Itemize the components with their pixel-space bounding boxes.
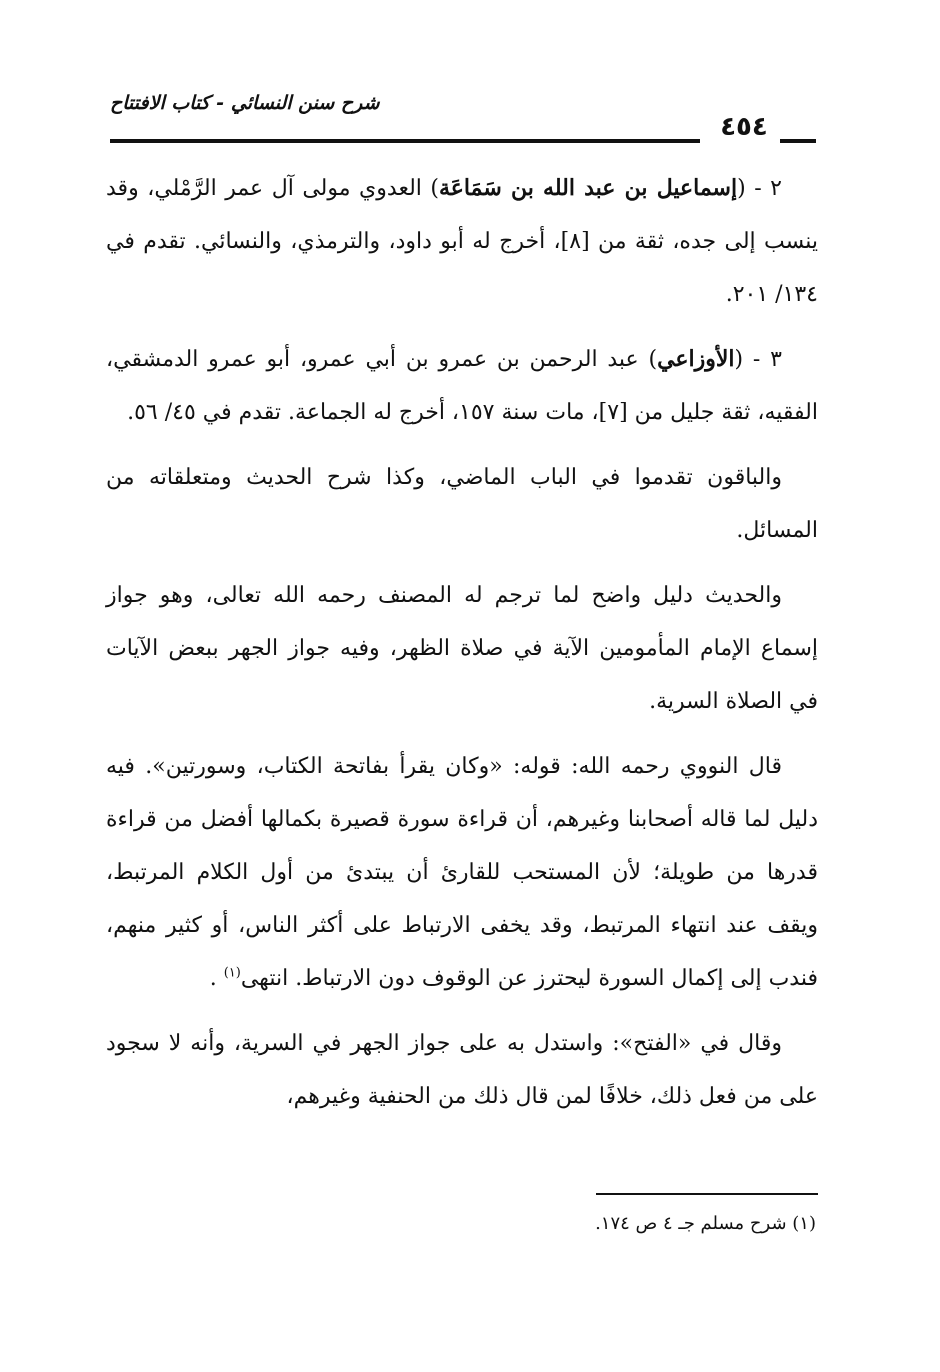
header-rule: [110, 139, 700, 143]
header-rule-short: [780, 139, 816, 143]
paragraph-lead: ٢ - (: [737, 176, 782, 201]
paragraph-hadith-evidence: والحديث دليل واضح لما ترجم له المصنف رحمه الله تعالى، وهو جواز إسماع الإمام المأمومين الآية في صلاة الظهر، وفيه جواز الجهر ببعض الآيات في الصلاة السرية.: [106, 583, 818, 714]
paragraph-lead: ٣ - (: [734, 347, 782, 372]
paragraph-nawawi-quote: [106, 740, 818, 1005]
paragraph-rest: ) عبد الرحمن بن عمرو بن أبي عمرو، أبو عمرو الدمشقي، الفقيه، ثقة جليل من [٧]، مات سنة ١٥٧، أخرج له الجماعة. تقدم في ٤٥/ ٥٦.: [106, 347, 818, 425]
paragraph-fath-quote: وقال في «الفتح»: واستدل به على جواز الجهر في السرية، وأنه لا سجود على من فعل ذلك، خلافًا لمن قال ذلك من الحنفية وغيرهم،: [106, 1031, 818, 1109]
paragraph-tail: .: [209, 966, 217, 991]
narrator-name: الأوزاعي: [657, 346, 735, 372]
footnote-rule: [596, 1193, 818, 1195]
paragraph-body: قال النووي رحمه الله: قوله: «وكان يقرأ بفاتحة الكتاب، وسورتين». فيه دليل لما قاله أصحابنا وغيرهم، أن قراءة سورة قصيرة بكمالها أفضل من قراءة قدرها من طويلة؛ لأن المستحب للقارئ أن يبتدئ من أول الكلام المرتبط، ويقف عند انتهاء المرتبط، وقد يخفى الارتباط على أكثر الناس، أو كثير منهم، فندب إلى إكمال السورة ليحترز عن الوقوف دون الارتباط. انتهى: [106, 754, 818, 991]
footnote-marker[interactable]: (١): [223, 965, 241, 981]
paragraph-rest: ) العدوي مولى آل عمر الرَّمْلي، وقد ينسب إلى جده، ثقة من [٨]، أخرج له أبو داود، والترمذي، والنسائي. تقدم في ١٣٤/ ٢٠١.: [106, 176, 818, 307]
narrator-name: إسماعيل بن عبد الله بن سَمَاعَة: [439, 175, 738, 201]
page-number: ٤٥٤: [720, 112, 768, 142]
running-title: شرح سنن النسائي - كتاب الافتتاح: [110, 92, 380, 114]
footnote: (١) شرح مسلم جـ ٤ ص ١٧٤.: [595, 1213, 816, 1234]
paragraph-remaining-narrators: والباقون تقدموا في الباب الماضي، وكذا شرح الحديث ومتعلقاته من المسائل.: [106, 465, 818, 543]
paragraph-narrator-3: [106, 333, 818, 439]
main-text: [106, 162, 818, 1135]
paragraph-narrator-2: [106, 162, 818, 321]
